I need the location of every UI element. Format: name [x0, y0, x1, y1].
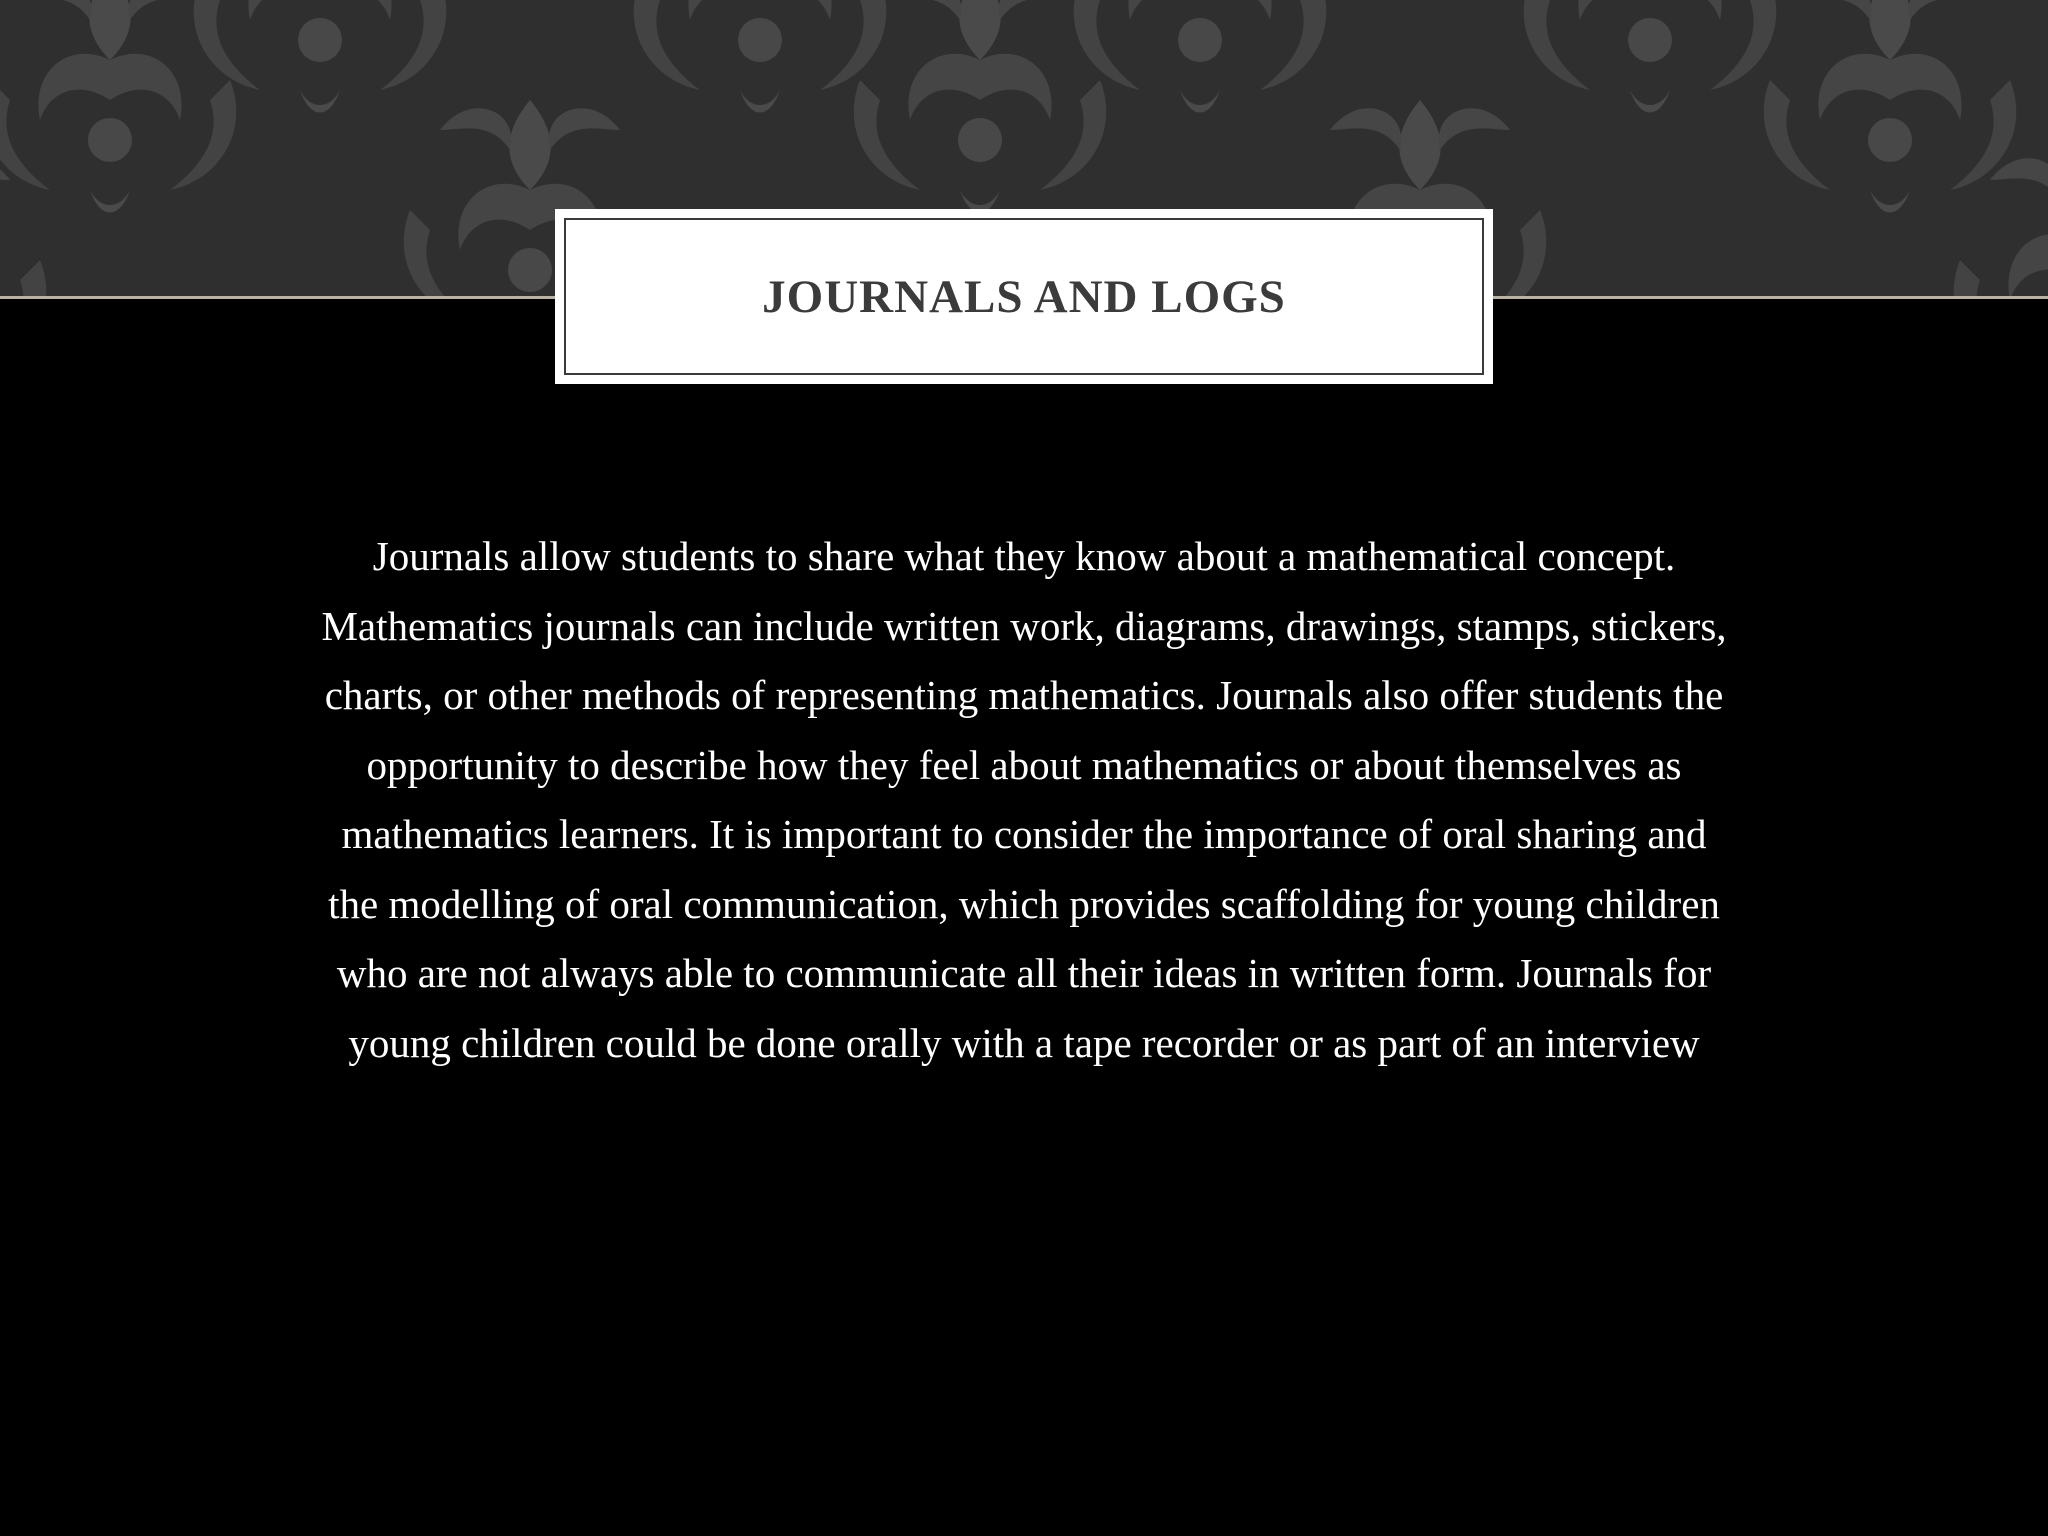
body-line: mathematics learners. It is important to consider the importance of oral sharing and [341, 811, 1707, 857]
body-line: Mathematics journals can include written work, diagrams, drawings, stamps, stickers, [321, 602, 1727, 649]
body-paragraph [150, 522, 1898, 1078]
body-line: charts, or other methods of representing mathematics. Journals also offer students the [324, 672, 1724, 718]
body-line: the modelling of oral communication, which provides scaffolding for young children [328, 880, 1720, 927]
body-line: opportunity to describe how they feel about mathematics or about themselves as [366, 741, 1682, 788]
title-frame [564, 218, 1484, 375]
slide-title: JOURNALS AND LOGS [762, 270, 1286, 323]
body-line: who are not always able to communicate all their ideas in written form. Journals for [336, 950, 1712, 996]
body-line: young children could be done orally with a tape recorder or as part of an interview [348, 1019, 1700, 1066]
title-box [555, 209, 1493, 384]
body-line: Journals allow students to share what they know about a mathematical concept. [372, 533, 1676, 579]
